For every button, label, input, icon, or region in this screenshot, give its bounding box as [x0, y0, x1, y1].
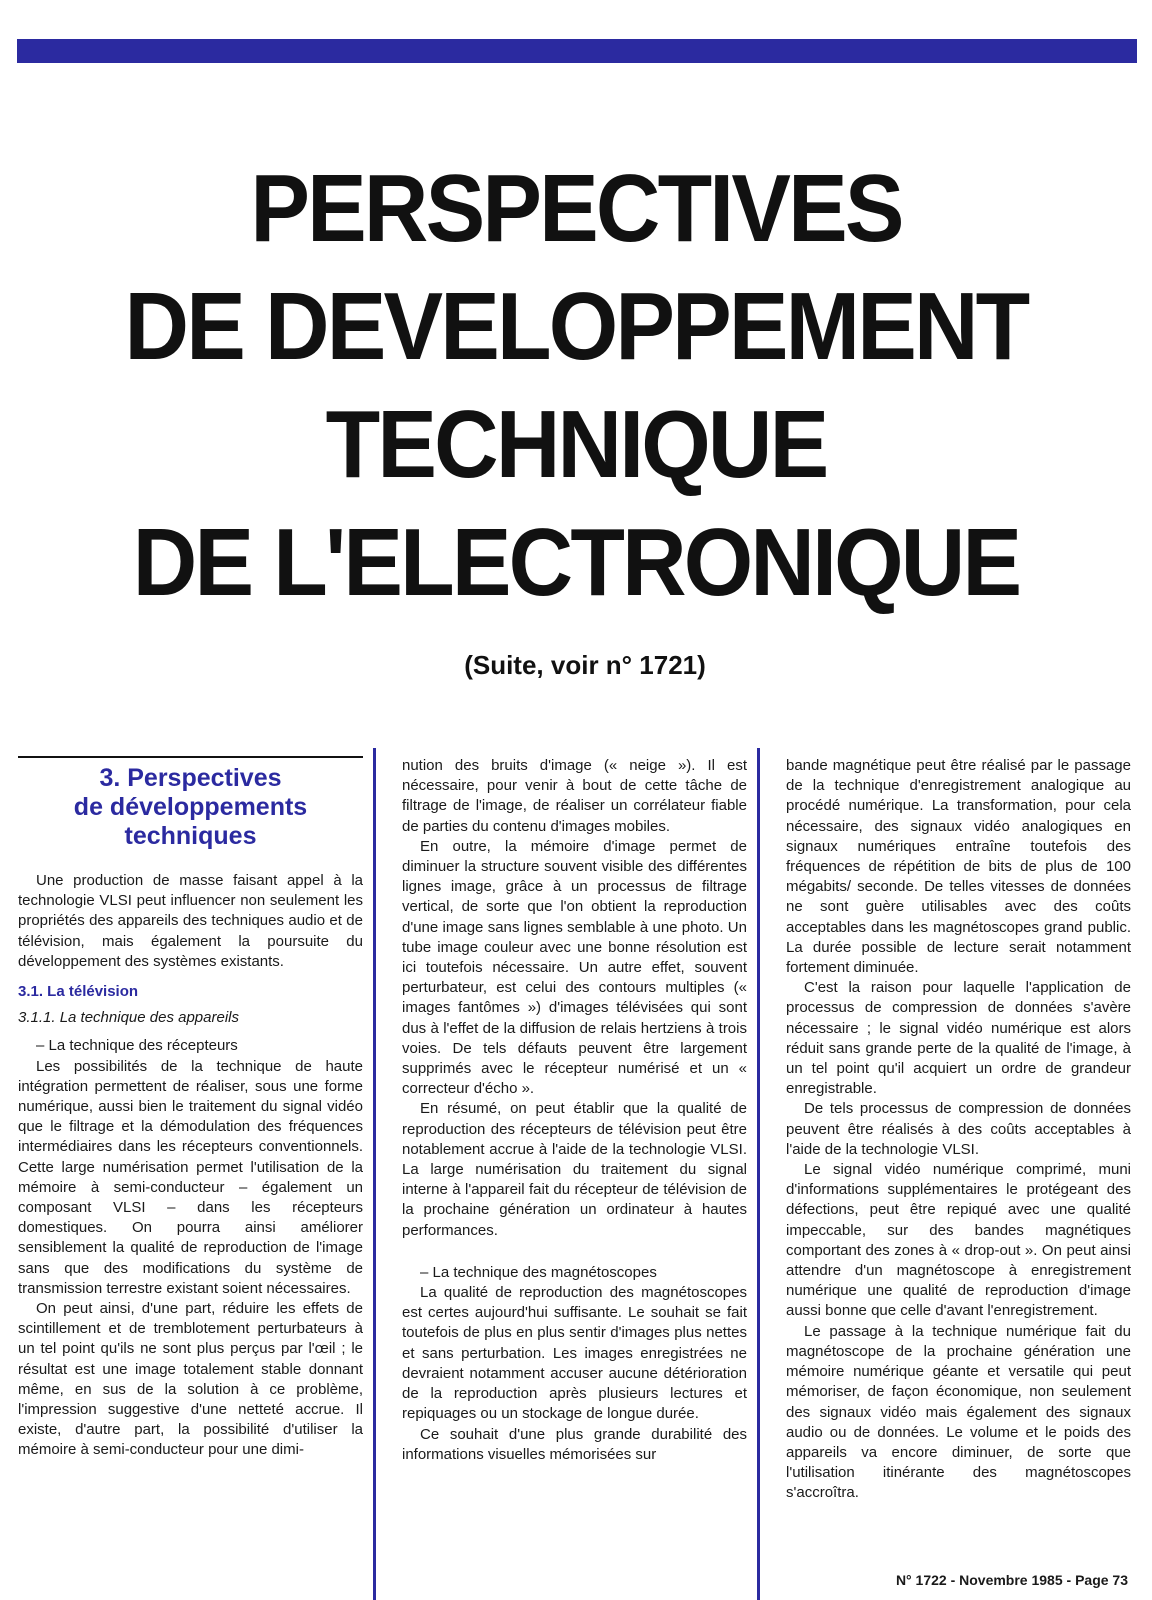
col3-paragraph-5: Le passage à la technique numérique fait du magnétoscope de la prochaine génération une mémoire numérique géante et versatile qui peut mémoriser, de façon économique, non seulement des signaux vidéo mais également des signaux audio ou de données. Le volume et le poids des appareils va encore diminuer, de sorte que l'utilisation itinérante des magnétoscopes s'accroîtra.: [786, 1322, 1131, 1502]
col2-paragraph-2: En outre, la mémoire d'image permet de diminuer la structure souvent visible des différentes lignes image, grâce à un processus de filtrage vertical, de sorte que l'on obtient la reproduction d'une image sans lignes semblable à une photo. Un tube image couleur avec une bonne résolution est ici toutefois nécessaire. Un autre effet, souvent perturbateur, est celui des contours multiples (« images fantômes ») d'images télévisées qui sont dus à l'effet de la diffusion de relais hertziens à trois voies. De tels défauts peuvent être largement supprimés avec le récepteur numérisé et un « correcteur d'écho ».: [402, 837, 747, 1098]
col1-paragraph-1: Les possibilités de la technique de haute intégration permettent de réaliser, sous une forme numérique, aussi bien le traitement du signal vidéo que le filtrage et la démodulation des fréquences intermédiaires dans les récepteurs conventionnels. Cette large numérisation permet l'utilisation de la mémoire à semi-conducteur – également un composant VLSI – dans les récepteurs domestiques. On pourra ainsi améliorer sensiblement la qualité de reproduction de l'image sans que des modifications du système de transmission terrestre existant soient nécessaires.: [18, 1057, 363, 1297]
page-footer: N° 1722 - Novembre 1985 - Page 73: [895, 1572, 1128, 1588]
title-line-4: DE L'ELECTRONIQUE: [132, 509, 1020, 616]
article-title: [40, 150, 1111, 622]
title-line-3: TECHNIQUE: [325, 391, 827, 498]
col2-paragraph-3: En résumé, on peut établir que la qualité de reproduction des récepteurs de télévision peut être notablement accrue à l'aide de la technologie VLSI. La large numérisation du traitement du signal interne à l'appareil fait du récepteur de télévision de la prochaine génération un ordinateur à hautes performances.: [402, 1100, 747, 1239]
column-divider-1: [373, 748, 376, 1600]
col1-paragraph-2: On peut ainsi, d'une part, réduire les effets de scintillement et de tremblotement perturbateurs à un tel point qu'ils ne sont plus perçus par l'œil ; le résultat est une image totalement stable donnant même, en sus de la solution à ce problème, l'impression suggestive d'une netteté accrue. Il existe, d'autre part, la possibilité d'utiliser la mémoire à semi-conducteur pour une dimi-: [18, 1300, 363, 1459]
title-line-1: PERSPECTIVES: [250, 155, 902, 262]
item-vcr: – La technique des magnétoscopes: [420, 1263, 657, 1281]
spacer: [402, 1241, 747, 1263]
section-heading-line-3: techniques: [124, 822, 257, 850]
top-color-bar: [17, 39, 1137, 63]
column-3: [786, 756, 1131, 1504]
section-heading-line-1: 3. Perspectives: [99, 764, 282, 792]
title-line-2: DE DEVELOPPEMENT: [124, 273, 1028, 380]
section-intro: Une production de masse faisant appel à la technologie VLSI peut influencer non seulement les propriétés des appareils des techniques audio et de télévision, mais également la poursuite du développement des systèmes existants.: [18, 872, 363, 970]
subsection-title: 3.1. La télévision: [18, 983, 139, 1001]
col2-paragraph-1: nution des bruits d'image (« neige »). Il est nécessaire, pour venir à bout de cette tâche de filtrage de l'image, de réaliser un corrélateur fiable de parties du contenu d'images mobiles.: [402, 757, 747, 835]
subsubsection-title: 3.1.1. La technique des appareils: [18, 1009, 239, 1027]
col3-paragraph-4: Le signal vidéo numérique comprimé, muni d'informations supplémentaires le protégeant des défections, peut être repiqué avec une qualité impeccable, sur des bandes magnétiques comportant des zones à « drop-out ». On peut ainsi attendre d'un magnétoscope à enregistrement numérique une qualité de reproduction d'image aussi bonne que celle d'avant l'enregistrement.: [786, 1161, 1131, 1320]
col3-paragraph-2: C'est la raison pour laquelle l'application de processus de compression de données s'avère nécessaire ; le signal vidéo numérique est alors réduit sans grande perte de la qualité de l'image, à un tel point qu'il acquiert un ordre de grandeur enregistrable.: [786, 979, 1131, 1098]
col3-paragraph-3: De tels processus de compression de données peuvent être réalisés à des coûts acceptables à l'aide de la technologie VLSI.: [786, 1100, 1131, 1158]
column-1: [18, 756, 363, 1461]
col2-paragraph-5: Ce souhait d'une plus grande durabilité des informations visuelles mémorisées sur: [402, 1425, 747, 1463]
section-heading: [18, 764, 363, 851]
article-subtitle: (Suite, voir n° 1721): [464, 650, 706, 680]
section-rule: [18, 756, 363, 758]
column-divider-2: [757, 748, 760, 1600]
col3-paragraph-1: bande magnétique peut être réalisé par le passage de la technique d'enregistrement analogique au procédé numérique. La transformation, pour cela nécessaire, des signaux vidéo analogiques en signaux numériques entraîne toutefois des fréquences de répétition de bits de plus de 100 mégabits/ seconde. De telles vitesses de données ne sont guère utilisables avec des coûts acceptables dans les magnétoscopes grand public. La durée possible de lecture serait notamment fortement diminuée.: [786, 757, 1131, 977]
column-2: [402, 756, 747, 1465]
item-receivers: – La technique des récepteurs: [36, 1037, 238, 1055]
col2-paragraph-4: La qualité de reproduction des magnétoscopes est certes aujourd'hui suffisante. Le souhait se fait toutefois de plus en plus sentir d'images plus nettes et sans perturbation. Les images enregistrées ne devraient notamment accuser aucune détérioration de la reproduction après plusieurs lectures et repiquages ou un stockage de longue durée.: [402, 1284, 747, 1423]
section-heading-line-2: de développements: [73, 793, 308, 821]
